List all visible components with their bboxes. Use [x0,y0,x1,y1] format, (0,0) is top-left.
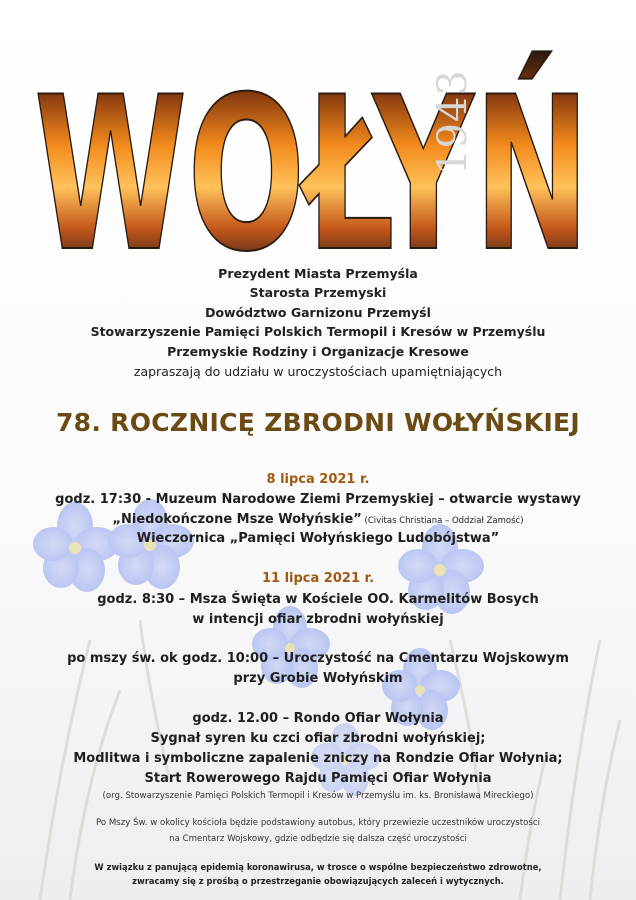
covid-note-2: zwracamy się z prośbą o przestrzeganie obowiązujących zaleceń i wytycznych. [132,876,504,886]
day1-line1: godz. 17:30 - Muzeum Narodowe Ziemi Przemyskiej – otwarcie wystawy [55,492,581,507]
organizer-3: Dowództwo Garnizonu Przemyśl [205,305,431,320]
day2-line7: Modlitwa i symboliczne zapalenie zniczy na Rondzie Ofiar Wołynia; [73,751,563,766]
year-label: 1943 [430,69,476,175]
day2-line3: po mszy św. ok godz. 10:00 – Uroczystość na Cmentarzu Wojskowym [67,651,569,666]
day1-exhibition-title: „Niedokończone Msze Wołyńskie” [112,512,362,527]
day2-line9: (org. Stowarzyszenie Pamięci Polskich Termopil i Kresów w Przemyślu im. ks. Bronisława Mireckiego) [102,791,534,801]
organizer-4: Stowarzyszenie Pamięci Polskich Termopil i Kresów w Przemyślu [90,324,546,339]
day2-date: 11 lipca 2021 r. [261,571,375,586]
day2-line1: godz. 8:30 – Msza Święta w Kościele OO. Karmelitów Bosych [97,592,539,607]
day1-exhibition-org: (Civitas Christiana – Oddział Zamość) [361,516,524,526]
organizer-5: Przemyskie Rodziny i Organizacje Kresowe [167,344,469,359]
bus-note-2: na Cmentarz Wojskowy, gdzie odbędzie się dalsza część uroczystości [169,834,467,844]
covid-note-1: W związku z panującą epidemią koronawirusa, w trosce o wspólne bezpieczeństwo zdrowotne, [94,862,542,872]
day2-line5: godz. 12.00 – Rondo Ofiar Wołynia [192,711,444,726]
day1-line2 [0,512,636,527]
day2-line8: Start Rowerowego Rajdu Pamięci Ofiar Wołynia [144,771,492,786]
organizer-1: Prezydent Miasta Przemyśla [218,266,418,281]
day2-line6: Sygnał syren ku czci ofiar zbrodni wołyńskiej; [150,731,486,746]
day1-date: 8 lipca 2021 r. [266,472,370,487]
headline: 78. ROCZNICĘ ZBRODNI WOŁYŃSKIEJ [55,408,581,437]
bus-note-1: Po Mszy Św. w okolicy kościoła będzie podstawiony autobus, który przewiezie uczestników uroczystości [95,818,540,828]
day2-line2: w intencji ofiar zbrodni wołyńskiej [192,612,444,627]
invitation-text: zapraszają do udziału w uroczystościach upamiętniających [133,364,503,379]
day1-line3: Wieczornica „Pamięci Wołyńskiego Ludobójstwa” [136,531,500,546]
organizer-2: Starosta Przemyski [249,285,387,300]
day2-line4: przy Grobie Wołyńskim [233,671,403,686]
poster-title: WOŁYŃ [34,51,590,258]
